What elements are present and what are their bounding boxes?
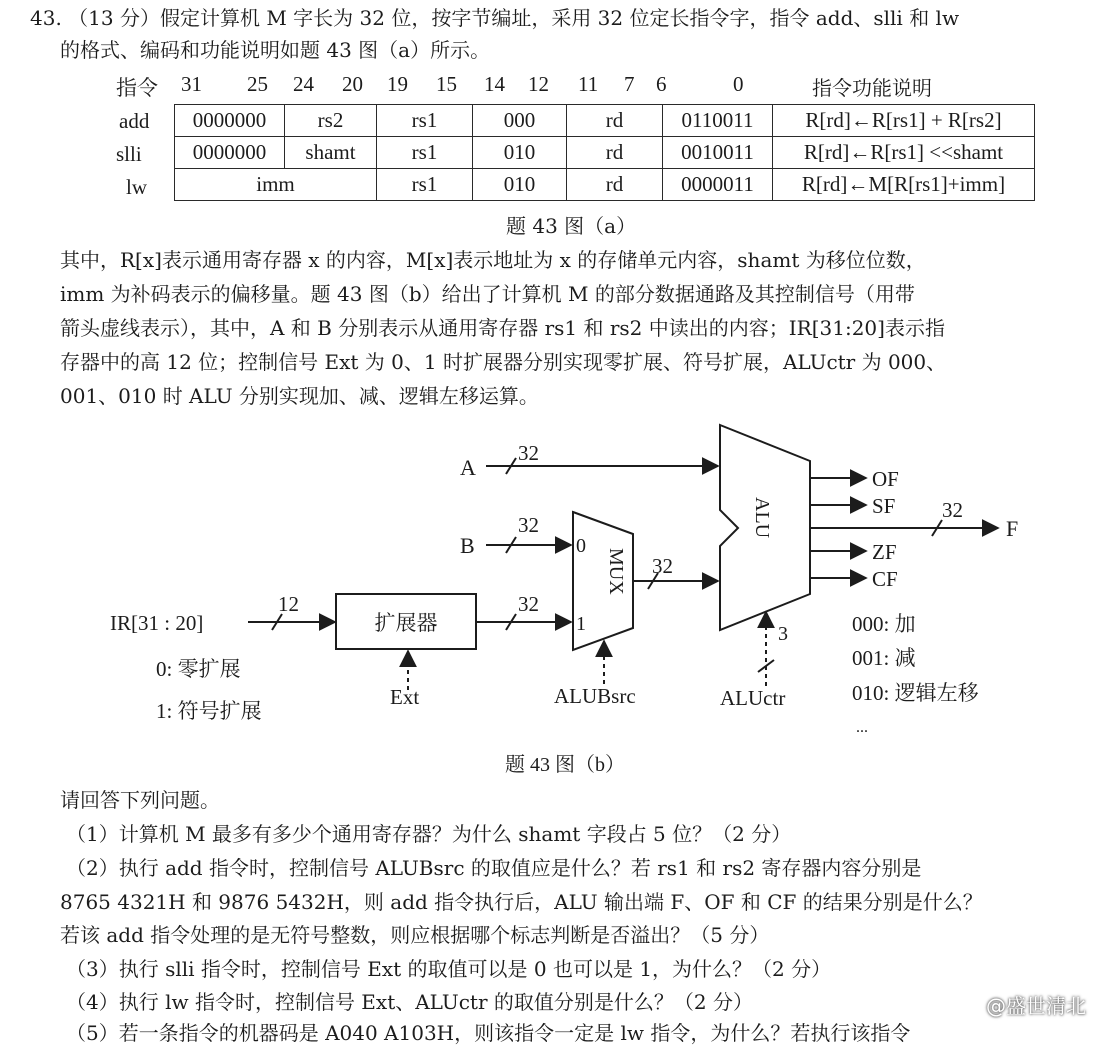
desc-line3: 箭头虚线表示），其中，A 和 B 分别表示从通用寄存器 rs1 和 rs2 中读出的内容；IR[31:20]表示指 <box>60 316 945 340</box>
label-b: B <box>460 533 475 558</box>
width-label: 32 <box>518 513 539 537</box>
row-name-slli: slli <box>116 142 142 166</box>
bit-label: 20 <box>342 72 363 96</box>
width-label: 32 <box>942 498 963 522</box>
figure-b-caption: 题 43 图（b） <box>505 754 625 776</box>
flag-cf: CF <box>872 567 898 591</box>
question-intro-line1: 43. （13 分）假定计算机 M 字长为 32 位，按字节编址，采用 32 位定长指令字，指令 add、slli 和 lw <box>30 6 960 30</box>
bit-label: 25 <box>247 72 268 96</box>
question-2b: 8765 4321H 和 9876 5432H，则 add 指令执行后，ALU 输出端 F、OF 和 CF 的结果分别是什么？ <box>60 890 983 914</box>
alu-op-1: 001: 减 <box>852 646 916 670</box>
ext-mode-1: 1: 符号扩展 <box>156 699 262 723</box>
ctrl-alubsrc-label: ALUBsrc <box>554 684 636 708</box>
bit-label: 6 <box>656 72 667 96</box>
alu-op-2: 010: 逻辑左移 <box>852 681 979 705</box>
width-label: 3 <box>778 623 788 645</box>
table-cell: rd <box>567 105 663 137</box>
desc-line1: 其中，R[x]表示通用寄存器 x 的内容，M[x]表示地址为 x 的存储单元内容，shamt 为移位位数， <box>60 248 926 272</box>
questions-lead: 请回答下列问题。 <box>60 788 220 812</box>
figure-a-caption: 题 43 图（a） <box>506 214 637 238</box>
width-label: 32 <box>652 554 673 578</box>
bit-label: 11 <box>578 72 599 96</box>
mux-input-0: 0 <box>576 535 586 557</box>
table-cell: shamt <box>285 137 377 169</box>
bit-label: 0 <box>733 72 744 96</box>
table-cell: 010 <box>473 169 567 201</box>
row-name-lw: lw <box>126 175 147 199</box>
watermark: @盛世清北 <box>986 994 1086 1018</box>
label-ir: IR[31 : 20] <box>110 611 204 635</box>
question-3: （3）执行 slli 指令时，控制信号 Ext 的取值可以是 0 也可以是 1，为什么？（2 分） <box>66 957 832 981</box>
row-name-add: add <box>119 109 150 133</box>
table-cell: 0000000 <box>175 105 285 137</box>
desc-line4: 存器中的高 12 位；控制信号 Ext 为 0、1 时扩展器分别实现零扩展、符号扩展，ALUctr 为 000、 <box>60 350 947 374</box>
table-cell: rd <box>567 169 663 201</box>
desc-line2: imm 为补码表示的偏移量。题 43 图（b）给出了计算机 M 的部分数据通路及其控制信号（用带 <box>60 282 915 306</box>
label-a: A <box>460 455 476 480</box>
flag-zf: ZF <box>872 540 897 564</box>
question-4: （4）执行 lw 指令时，控制信号 Ext、ALUctr 的取值分别是什么？（2 分） <box>66 990 753 1014</box>
func-header: 指令功能说明 <box>812 76 932 100</box>
table-cell: 010 <box>473 137 567 169</box>
label-f: F <box>1006 516 1019 541</box>
flag-of: OF <box>872 467 899 491</box>
mux-input-1: 1 <box>576 613 586 635</box>
bit-label: 31 <box>181 72 202 96</box>
alu-op-ellipsis: ... <box>856 719 868 736</box>
table-cell: rs1 <box>377 169 473 201</box>
table-cell: rs2 <box>285 105 377 137</box>
bit-label: 15 <box>436 72 457 96</box>
table-cell: 0010011 <box>663 137 773 169</box>
ext-mode-0: 0: 零扩展 <box>156 657 241 681</box>
bit-label: 12 <box>528 72 549 96</box>
question-1: （1）计算机 M 最多有多少个通用寄存器？为什么 shamt 字段占 5 位？（2 分） <box>66 822 792 846</box>
mux-label: MUX <box>605 548 627 595</box>
question-2a: （2）执行 add 指令时，控制信号 ALUBsrc 的取值应是什么？若 rs1 和 rs2 寄存器内容分别是 <box>66 856 922 880</box>
table-cell: 0000000 <box>175 137 285 169</box>
flag-sf: SF <box>872 494 896 518</box>
ctrl-aluctr-label: ALUctr <box>720 686 786 710</box>
bit-label: 7 <box>624 72 635 96</box>
table-cell: R[rd]←R[rs1] + R[rs2] <box>773 105 1035 137</box>
width-label: 32 <box>518 441 539 465</box>
question-5: （5）若一条指令的机器码是 A040 A103H，则该指令一定是 lw 指令，为什么？若执行该指令 <box>66 1021 911 1045</box>
width-label: 32 <box>518 592 539 616</box>
ctrl-ext-label: Ext <box>390 685 420 709</box>
bit-label: 24 <box>293 72 314 96</box>
extender-label: 扩展器 <box>374 611 438 635</box>
question-intro-line2: 的格式、编码和功能说明如题 43 图（a）所示。 <box>60 38 491 62</box>
table-cell: rd <box>567 137 663 169</box>
question-2c: 若该 add 指令处理的是无符号整数，则应根据哪个标志判断是否溢出？（5 分） <box>60 923 770 947</box>
alu-op-0: 000: 加 <box>852 612 916 636</box>
header-label: 指令 <box>116 76 158 100</box>
table-cell: rs1 <box>377 137 473 169</box>
bit-label: 14 <box>484 72 505 96</box>
table-cell: R[rd]←R[rs1] <<shamt <box>773 137 1035 169</box>
desc-line5: 001、010 时 ALU 分别实现加、减、逻辑左移运算。 <box>60 384 539 408</box>
alu-label: ALU <box>751 497 773 539</box>
table-cell: R[rd]←M[R[rs1]+imm] <box>773 169 1035 201</box>
bit-label: 19 <box>387 72 408 96</box>
table-cell: 000 <box>473 105 567 137</box>
table-cell: 0000011 <box>663 169 773 201</box>
table-cell: 0110011 <box>663 105 773 137</box>
table-cell: imm <box>175 169 377 201</box>
table-cell: rs1 <box>377 105 473 137</box>
width-label: 12 <box>278 592 299 616</box>
